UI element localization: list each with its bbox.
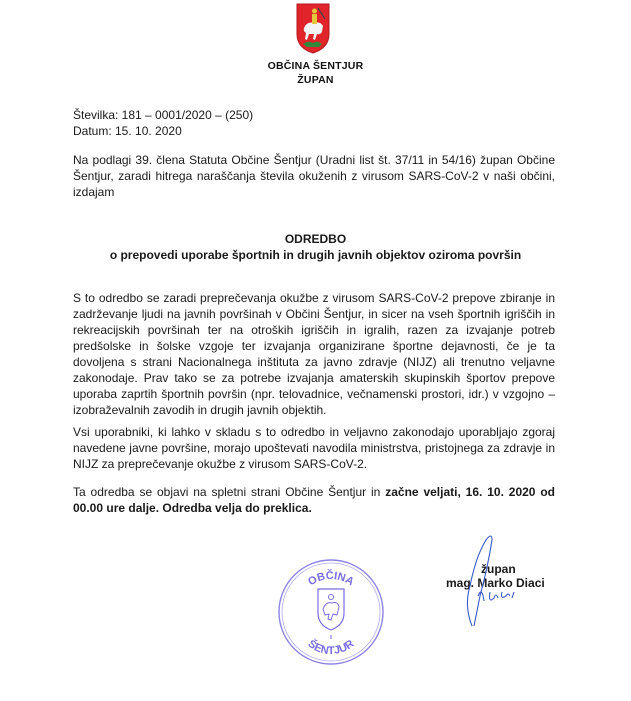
signatory-name: mag. Marko Diaci <box>446 576 545 590</box>
document-subtitle: o prepovedi uporabe športnih in drugih javnih objektov oziroma površin <box>109 248 522 262</box>
paragraph-3-regular-text: Ta odredba se objavi na spletni strani Občine Šentjur in <box>73 485 386 499</box>
body-paragraph-2: Vsi uporabniki, ki lahko v skladu s to odredbo in veljavno zakonodajo uporabljajo zgoraj navedene javne površine, morajo upoštevati navodila ministrstva, pristojnega za zdravje in NIJZ za preprečevanje okužbe z virusom SARS-CoV-2. <box>73 425 555 471</box>
municipality-name: OBČINA ŠENTJUR <box>267 60 364 72</box>
document-date: Datum: 15. 10. 2020 <box>73 124 182 138</box>
svg-text:OBČINA <box>306 569 356 588</box>
svg-text:ŠENTJUR <box>306 637 357 657</box>
coat-of-arms-logo <box>295 2 331 54</box>
stamp-top-text: OBČINA <box>306 569 356 589</box>
signatory-title: župan <box>481 562 516 576</box>
document-title: ODREDBO <box>284 232 347 246</box>
official-stamp <box>276 557 386 667</box>
body-paragraph-3 <box>73 484 555 516</box>
stamp-bottom-text: ŠENTJUR <box>305 637 357 658</box>
body-paragraph-1: S to odredbo se zaradi preprečevanja okužbe z virusom SARS-CoV-2 prepove zbiranje in zadrževanje ljudi na javnih površinah v Občini Šentjur, in sicer na vseh športnih igriščih in rekreacijskih površinah ter na otroških igriščih in igralih, razen za izvajanje potreb predšolske in šolske vzgoje ter izvajanja organizirane športne dejavnosti, če je ta dovoljena s strani Nacionalnega inštituta za javno zdravje (NIJZ) ali trenutno veljavne zakonodaje. Prav tako se za potrebe izvajanja amaterskih skupinskih športov prepove uporaba zaprtih športnih površin (npr. telovadnice, večnamenski prostori, idr.) v vzgojno – izobraževalnih zavodih in drugih javnih objektih. <box>73 291 555 417</box>
paragraph-3-bold-text: začne veljati, 16. 10. 2020 od 00.00 ure dalje. Odredba velja do preklica. <box>73 485 556 515</box>
intro-paragraph: Na podlagi 39. člena Statuta Občine Šentjur (Uradni list št. 37/11 in 54/16) župan Občine Šentjur, zaradi hitrega naraščanja števila okuženih z virusom SARS-CoV-2 v naši občini, izdajam <box>73 153 555 199</box>
handwritten-signature <box>452 526 562 636</box>
document-number: Številka: 181 – 0001/2020 – (250) <box>73 108 254 122</box>
office-name: ŽUPAN <box>297 74 334 86</box>
